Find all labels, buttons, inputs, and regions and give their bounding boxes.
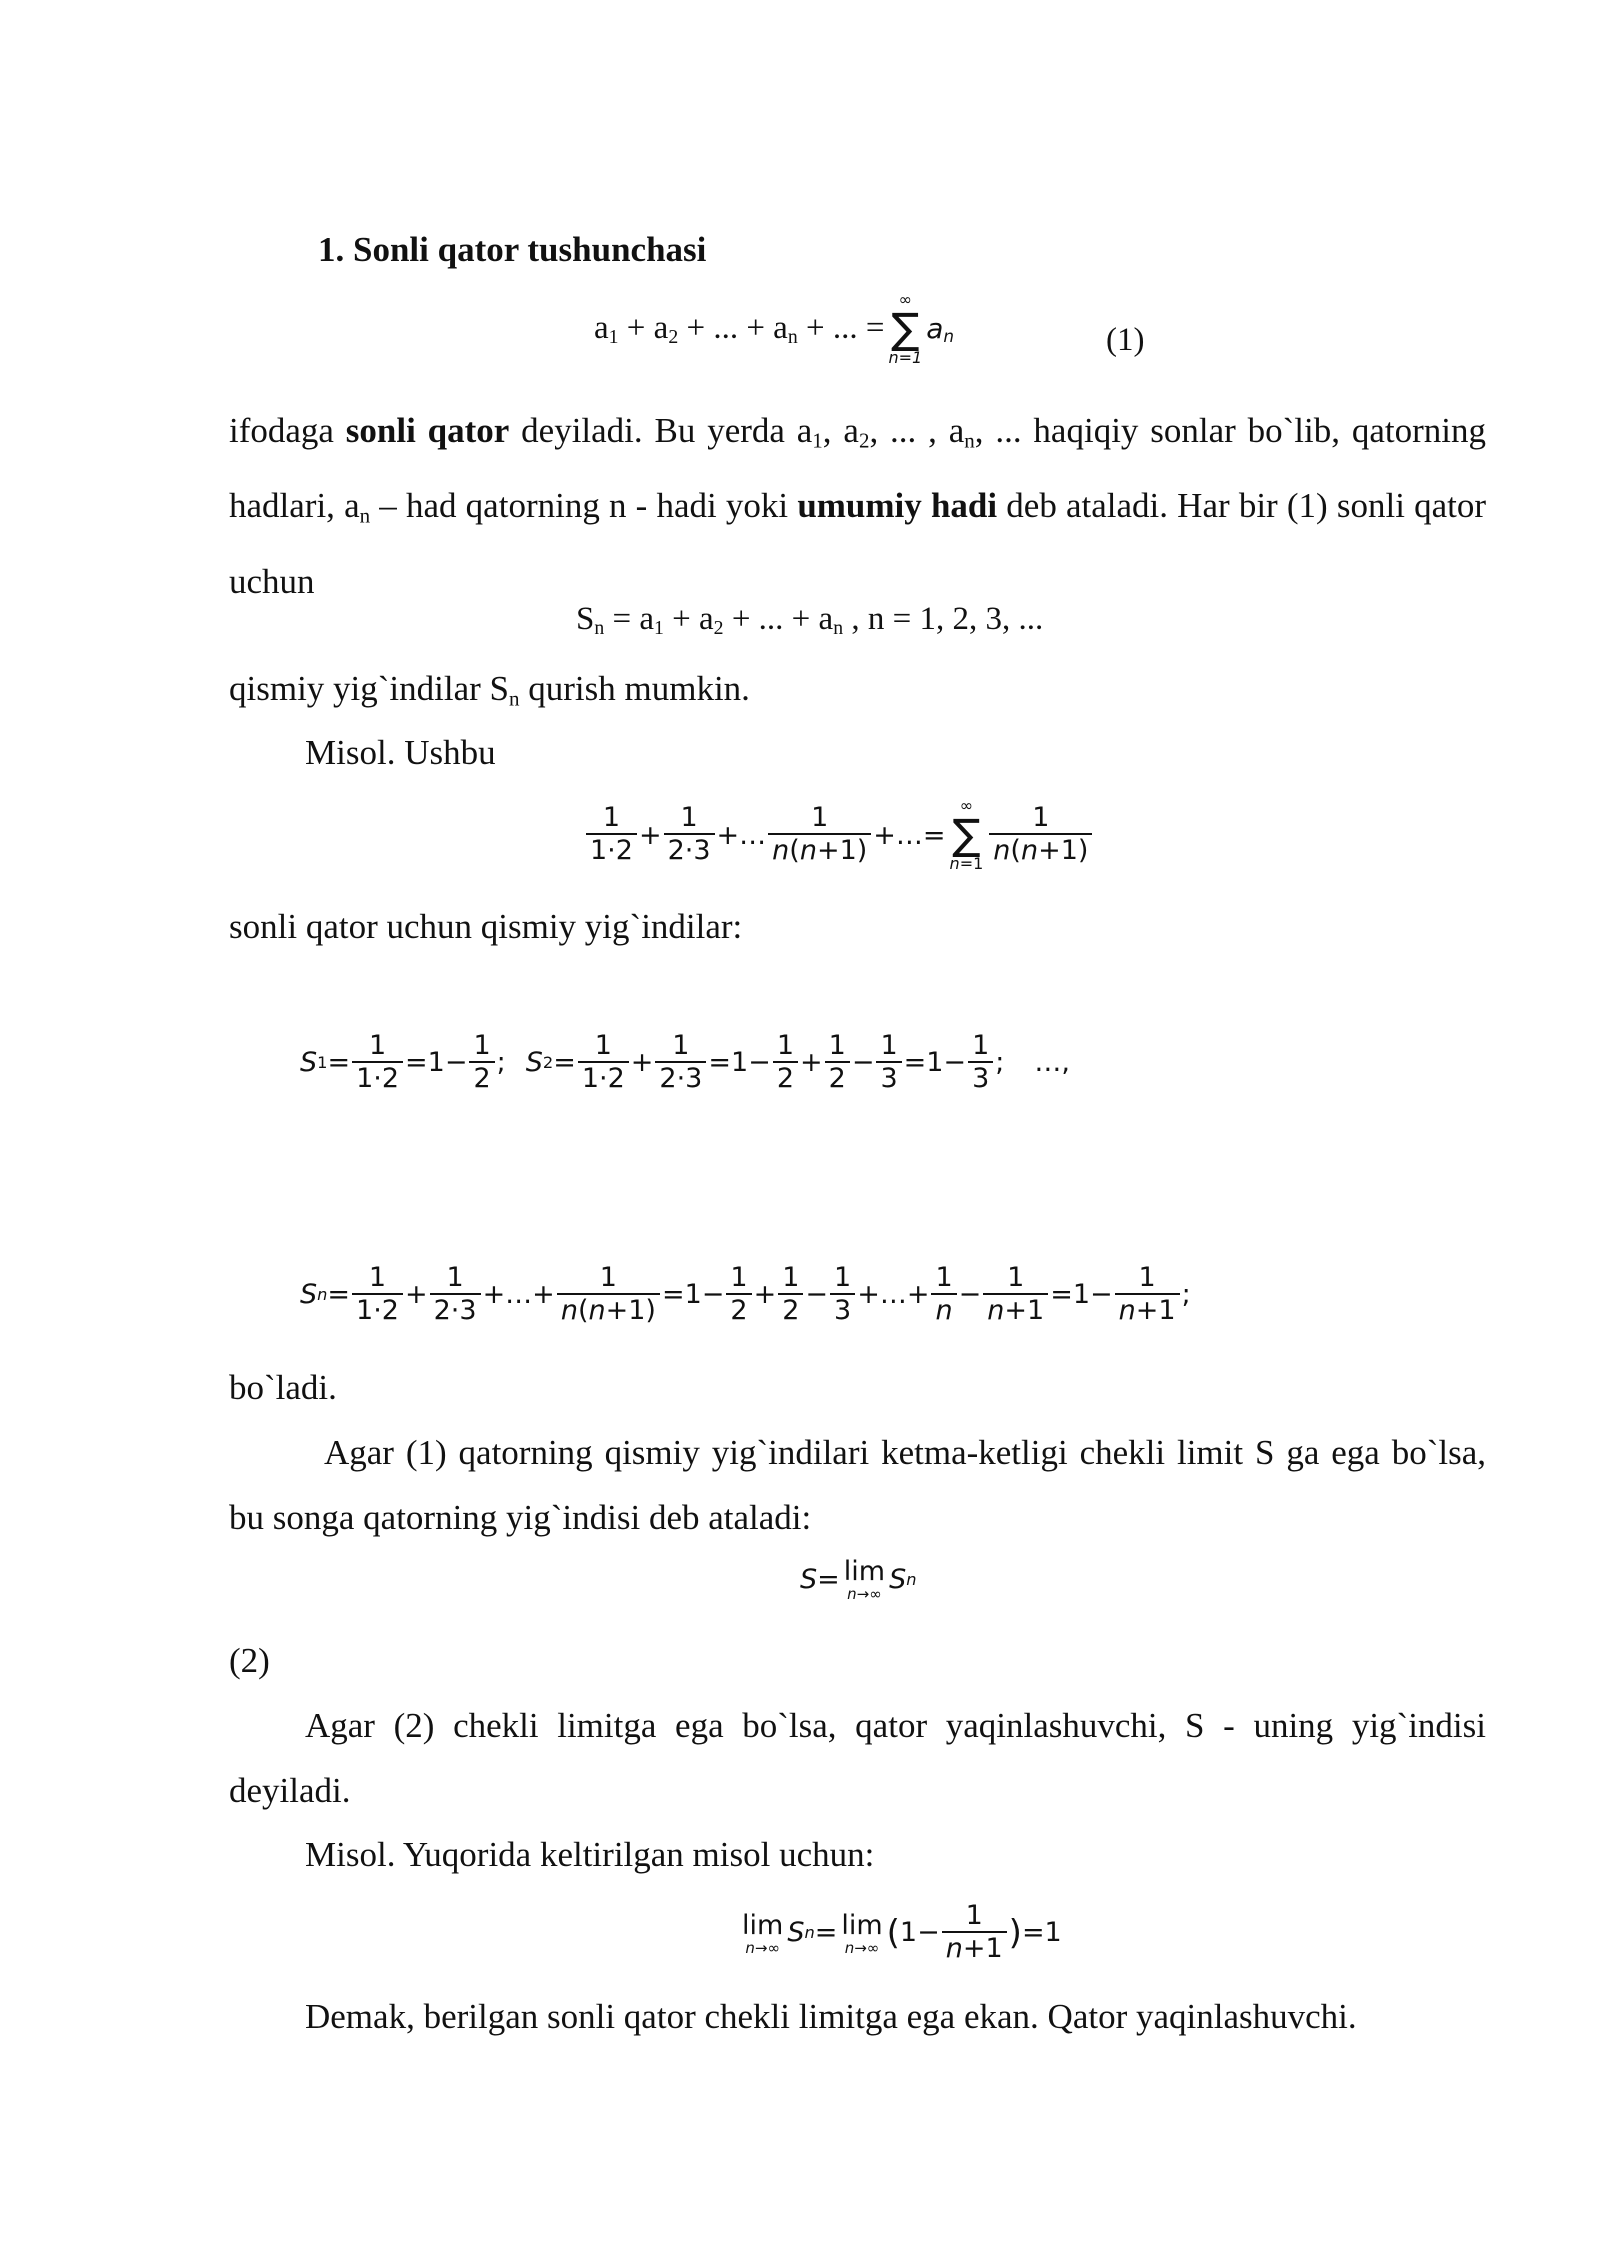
limit-definition-equation: S = lim n→∞ S n bbox=[800, 1556, 917, 1603]
partial-sum-equation: $S_n = a_1 + a_2$ + ... + $a_n$ , n = 1, 2, 3, ... bbox=[576, 601, 1044, 639]
example-series-equation: $\frac{1}{1\cdot 2}$ + $\frac{1}{2\cdot 3}$ +… $\frac{1}{n(n+1)}$ +…= ∞ ∑ n=1 $\frac{1}{n(n+1)}$ bbox=[584, 798, 1094, 872]
s1-s2-equation: S 1 = $\frac{1}{1\cdot 2}$ =1− $\frac{1}{2}$ ; S 2 = $\frac{1}{1\cdot 2}$ + $\frac{1}{2\cdot 3}$ =1− $\frac{1}{2}$ + $\frac{1}{2}$ − $\frac{1}{3}$ =1− $\frac{1}{3}$ ; …, bbox=[300, 1030, 1070, 1095]
equation-number-2: (2) bbox=[229, 1641, 270, 1680]
paragraph-sum-definition: Agar (1) qatorning qismiy yig`indilari ketma-ketligi chekli limit S ga ega bo`lsa, bu songa qatorning yig`indisi deb ataladi: bbox=[229, 1433, 1486, 1537]
paragraph-definition: ifodaga sonli qator deyiladi. Bu yerda $a_1$, $a_2$, ... , $a_n$, ... haqiqiy sonlar bo`lib, qatorning hadlari, $a_n$ – had qatorning n - hadi yoki umumiy hadi deb ataladi. Har bir (1) sonli qator uchun bbox=[229, 411, 1486, 601]
section-heading: 1. Sonli qator tushunchasi bbox=[318, 230, 707, 269]
sum-symbol: ∞ ∑ n=1 bbox=[888, 290, 923, 367]
equation-number-1: (1) bbox=[1106, 322, 1145, 358]
paragraph-convergence: Agar (2) chekli limitga ega bo`lsa, qator yaqinlashuvchi, S - uning yig`indisi deyiladi. bbox=[229, 1706, 1486, 1810]
conclusion-line: Demak, berilgan sonli qator chekli limitga ega ekan. Qator yaqinlashuvchi. bbox=[305, 1997, 1357, 2036]
partial-sums-intro: sonli qator uchun qismiy yig`indilar: bbox=[229, 907, 743, 946]
example-limit-equation: lim n→∞ S n = lim n→∞ ( 1− $\frac{1}{n+1}$ ) =1 bbox=[742, 1900, 1062, 1965]
boladi-line: bo`ladi. bbox=[229, 1368, 337, 1407]
example-label-2: Misol. Yuqorida keltirilgan misol uchun: bbox=[305, 1835, 875, 1874]
series-definition-equation: $a_1 + a_2$ + ... + $a_n$ + ... = ∞ ∑ n=1 $a_n$ bbox=[594, 290, 954, 367]
example-label-1: Misol. Ushbu bbox=[305, 733, 496, 772]
partial-sums-line: qismiy yig`indilar $S_n$ qurish mumkin. bbox=[229, 669, 750, 711]
sn-telescoping-equation: S n = $\frac{1}{1\cdot 2}$ + $\frac{1}{2\cdot 3}$ +…+ $\frac{1}{n(n+1)}$ =1− $\frac{1}{2}$ + $\frac{1}{2}$ − $\frac{1}{3}$ +…+ $\frac{1}{n}$ − $\frac{1}{n+1}$ =1− $\frac{1}{n+1}$ ; bbox=[300, 1262, 1191, 1327]
